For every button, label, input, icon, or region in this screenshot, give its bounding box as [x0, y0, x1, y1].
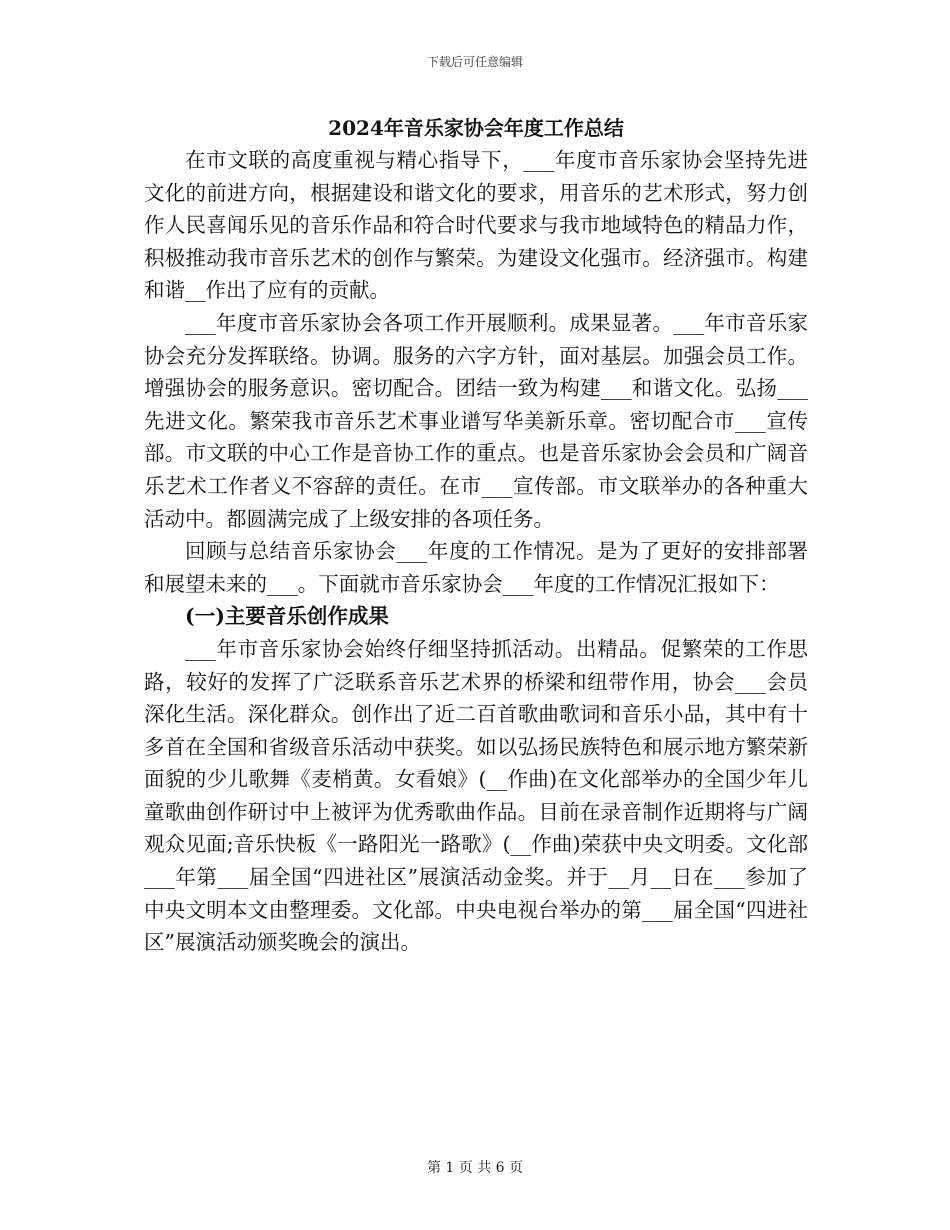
- paragraph-overview: ___年度市音乐家协会各项工作开展顺利。成果显著。___年市音乐家协会充分发挥联络。协调。服务的六字方针，面对基层。加强会员工作。增强协会的服务意识。密切配合。团结一致为构建___和谐文化。弘扬___先进文化。繁荣我市音乐艺术事业谱写华美新乐章。密切配合市___宣传部。市文联的中心工作是音协工作的重点。也是音乐家协会会员和广阔音乐艺术工作者义不容辞的责任。在市___宣传部。市文联举办的各种重大活动中。都圆满完成了上级安排的各项任务。: [144, 310, 808, 531]
- document-title: 2024年音乐家协会年度工作总结: [328, 116, 624, 140]
- paragraph-creation: ___年市音乐家协会始终仔细坚持抓活动。出精品。促繁荣的工作思路，较好的发挥了广泛联系音乐艺术界的桥梁和纽带作用，协会___会员深化生活。深化群众。创作出了近二百首歌曲歌词和音乐小品，其中有十多首在全国和省级音乐活动中获奖。如以弘扬民族特色和展示地方繁荣新面貌的少儿歌舞《麦梢黄。女看娘》(__作曲)在文化部举办的全国少年儿童歌曲创作研讨中上被评为优秀歌曲作品。目前在录音制作近期将与广阔观众见面;音乐快板《一路阳光一路歌》(__作曲)荣获中央文明委。文化部___年第___届全国“四进社区”展演活动金奖。并于__月__日在___参加了中央文明本文由整理委。文化部。中央电视台举办的第___届全国“四进社区”展演活动颁奖晚会的演出。: [144, 636, 808, 955]
- page-header-note: 下载后可任意编辑: [426, 55, 523, 69]
- section-heading-creation: (一)主要音乐创作成果: [185, 604, 389, 629]
- paragraph-review: 回顾与总结音乐家协会___年度的工作情况。是为了更好的安排部署和展望未来的___。下面就市音乐家协会___年度的工作情况汇报如下：: [144, 539, 808, 596]
- page-number: 第 1 页 共 6 页: [426, 1160, 524, 1176]
- paragraph-intro: 在市文联的高度重视与精心指导下，___年度市音乐家协会坚持先进文化的前进方向，根据建设和谐文化的要求，用音乐的艺术形式，努力创作人民喜闻乐见的音乐作品和符合时代要求与我市地域特色的精品力作，积极推动我市音乐艺术的创作与繁荣。为建设文化强市。经济强市。构建和谐__作出了应有的贡献。: [144, 148, 808, 303]
- document-body: [144, 112, 808, 959]
